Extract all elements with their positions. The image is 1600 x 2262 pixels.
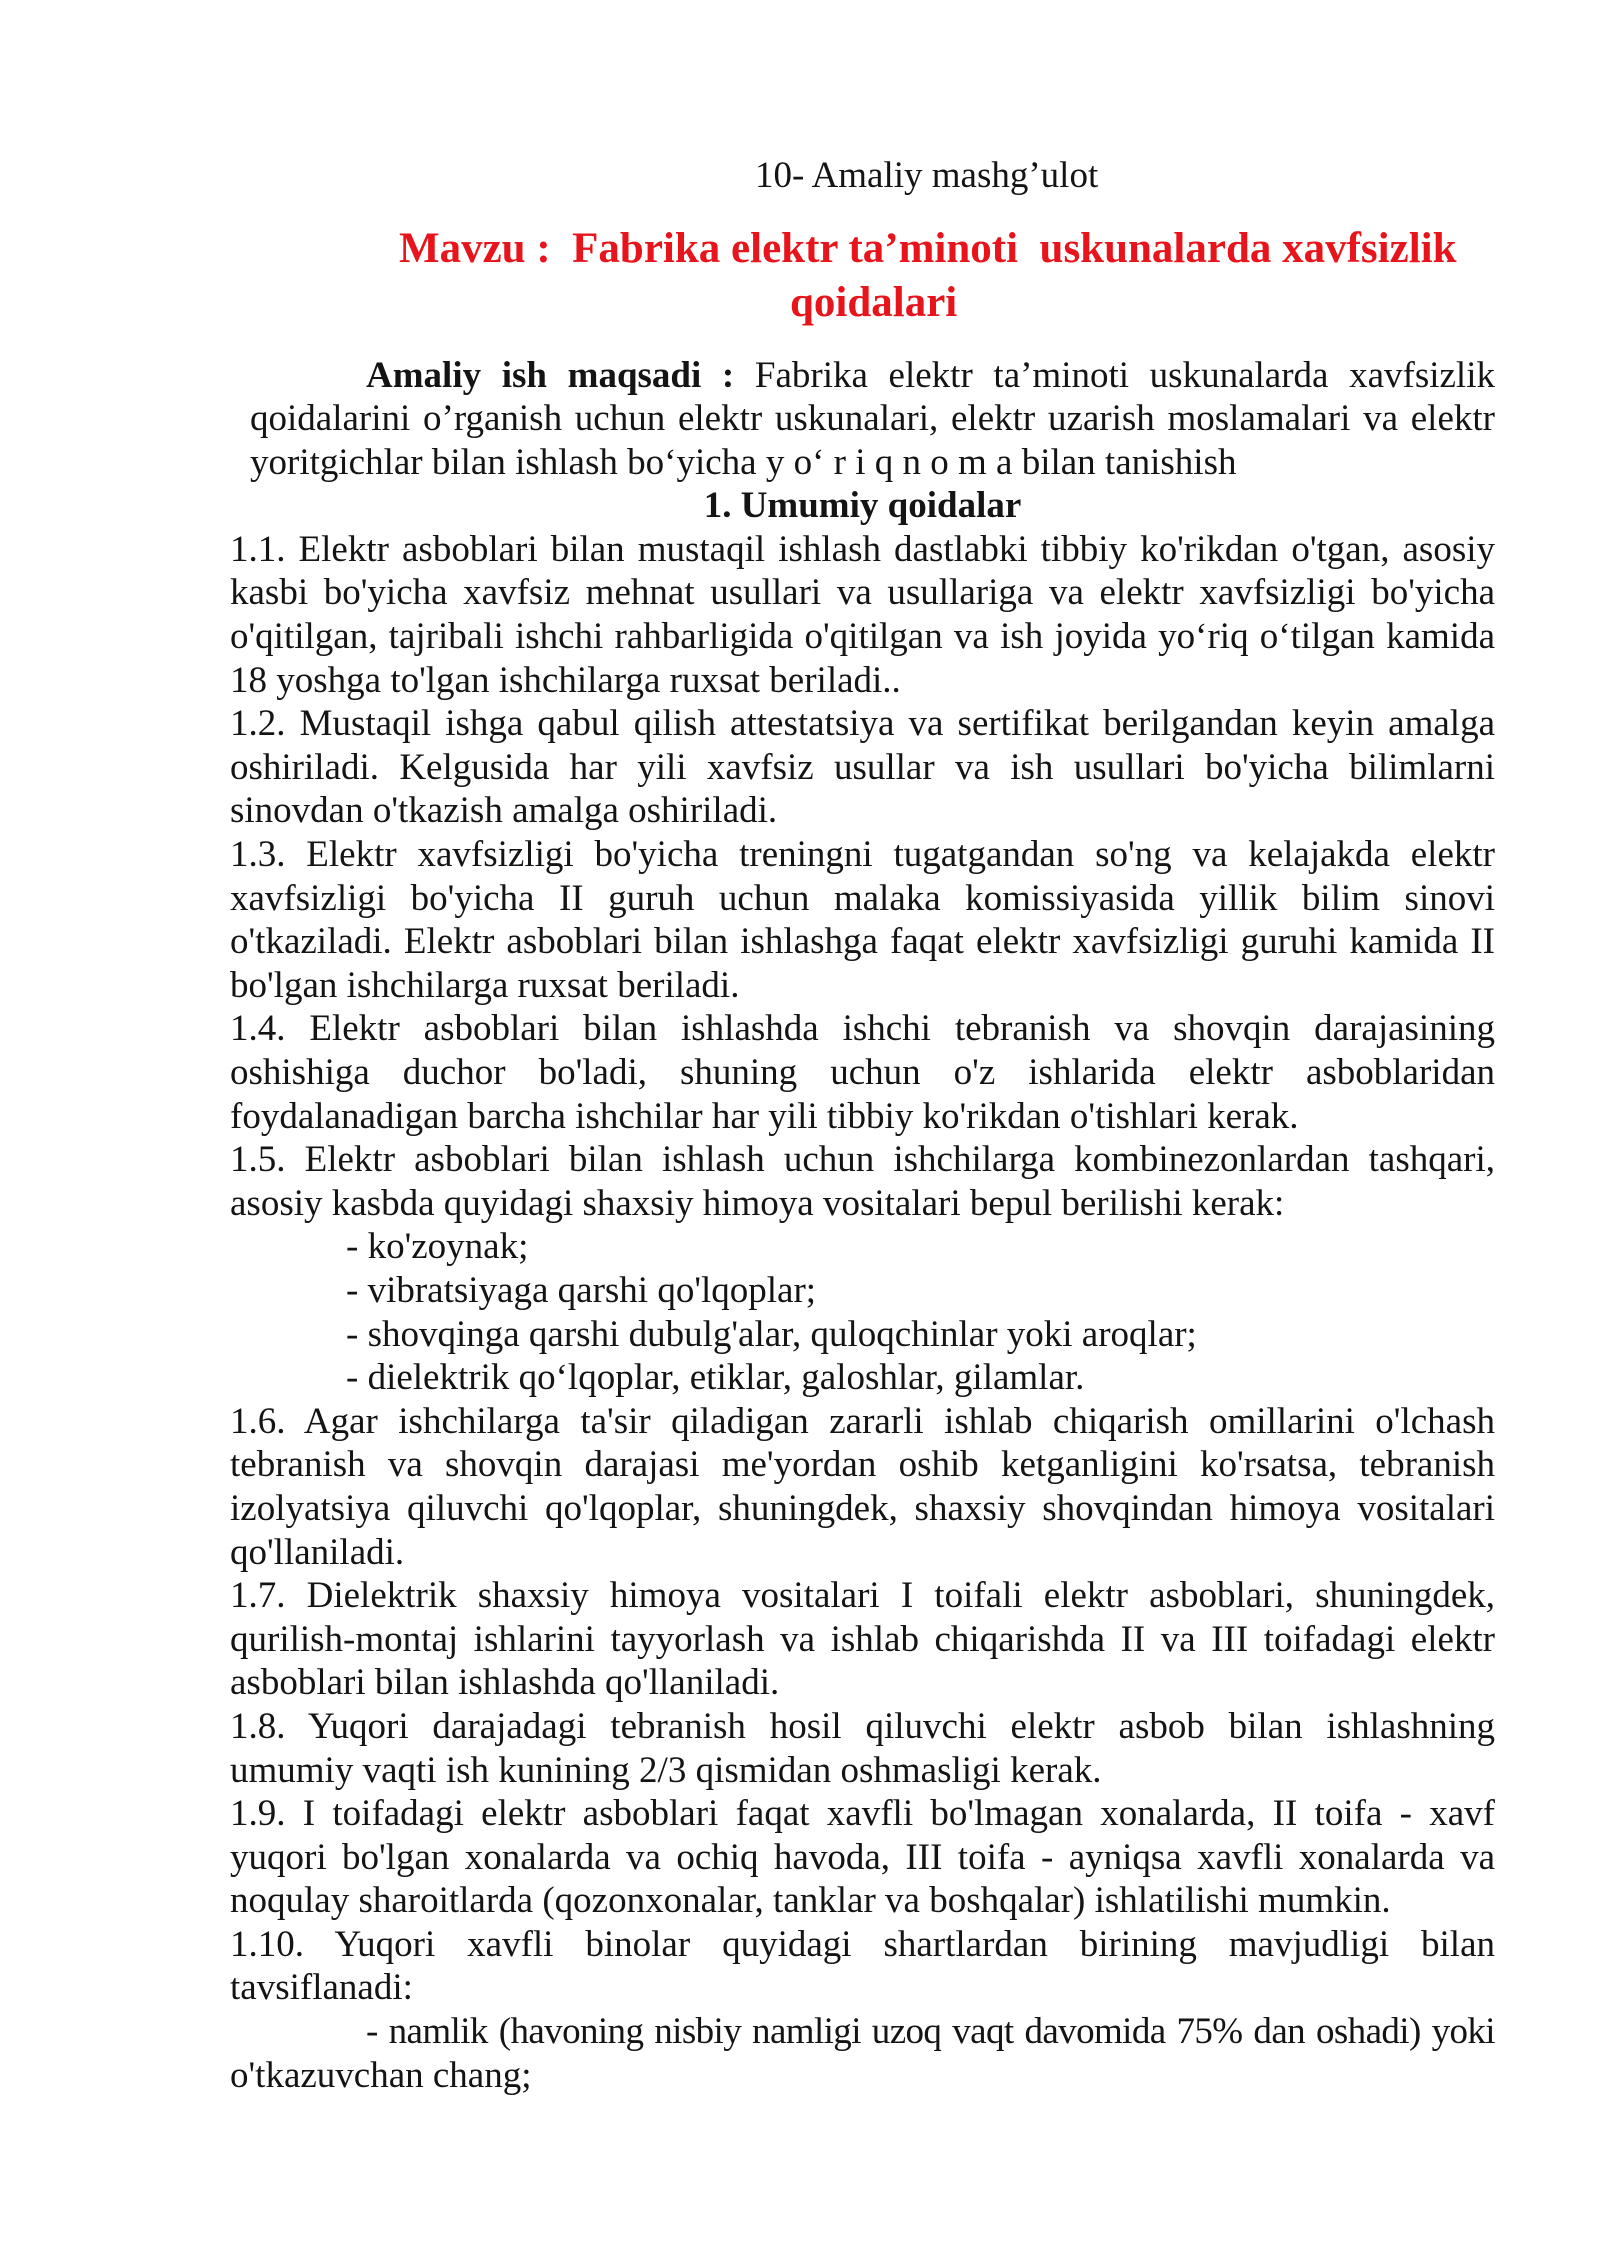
rule-line: qo'llaniladi. <box>230 1531 405 1573</box>
purpose-line: qoidalarini o’rganish uchun elektr uskunalari, elektr uzarish moslamalari va elektr <box>250 398 1495 440</box>
rule-1-10 <box>230 1923 1495 2097</box>
rule-line: umumiy vaqti ish kunining 2/3 qismidan oshmasligi kerak. <box>230 1749 1102 1791</box>
sub-item-line: - namlik (havoning nisbiy namligi uzoq vaqt davomida 75% dan oshadi) yoki <box>366 2011 1495 2053</box>
rule-line: foydalanadigan barcha ishchilar har yili tibbiy ko'rikdan o'tishlari kerak. <box>230 1095 1299 1137</box>
rule-line: o'tkaziladi. Elektr asboblari bilan ishlashga faqat elektr xavfsizligi guruhi kamida II <box>230 921 1495 963</box>
rule-line: 1.8. Yuqori darajadagi tebranish hosil qiluvchi elektr asbob bilan ishlashning <box>230 1705 1495 1747</box>
sub-item-line: o'tkazuvchan chang; <box>230 2054 532 2096</box>
list-item: - ko'zoynak; <box>346 1226 529 1268</box>
rule-line: 18 yoshga to'lgan ishchilarga ruxsat beriladi.. <box>230 659 901 701</box>
rule-line: o'qitilgan, tajribali ishchi rahbarligida o'qitilgan va ish joyida yo‘riq o‘tilgan kamida <box>230 616 1495 658</box>
purpose-line: yoritgichlar bilan ishlash bo‘yicha y o‘ r i q n o m a bilan tanishish <box>250 441 1237 483</box>
rule-line: oshishiga duchor bo'ladi, shuning uchun o'z ishlarida elektr asboblaridan <box>230 1052 1495 1093</box>
rule-1-8 <box>230 1705 1495 1792</box>
rule-1-1 <box>230 528 1495 702</box>
rule-line: yuqori bo'lgan xonalarda va ochiq havoda, III toifa - ayniqsa xavfli xonalarda va <box>230 1836 1495 1878</box>
rule-line: 1.1. Elektr asboblari bilan mustaqil ishlash dastlabki tibbiy ko'rikdan o'tgan, asosiy <box>230 528 1495 570</box>
rule-line: 1.10. Yuqori xavfli binolar quyidagi shartlardan birining mavjudligi bilan <box>230 1923 1495 1965</box>
list-item: - dielektrik qo‘lqoplar, etiklar, galoshlar, gilamlar. <box>346 1357 1085 1399</box>
rule-line: 1.5. Elektr asboblari bilan ishlash uchun ishchilarga kombinezonlardan tashqari, <box>230 1139 1495 1181</box>
topic-title <box>0 222 1600 330</box>
rule-1-5 <box>230 1138 1495 1400</box>
rule-line: oshiriladi. Kelgusida har yili xavfsiz usullar va ish usullari bo'yicha bilimlarni <box>230 746 1495 788</box>
rule-1-3 <box>230 833 1495 1007</box>
rule-line: kasbi bo'yicha xavfsiz mehnat usullari va usullariga va elektr xavfsizligi bo'yicha <box>230 572 1495 614</box>
list-item: - vibratsiyaga qarshi qo'lqoplar; <box>346 1269 817 1311</box>
rule-line: tebranish va shovqin darajasi me'yordan oshib ketganligini ko'rsatsa, tebranish <box>230 1444 1495 1486</box>
section-heading: 1. Umumiy qoidalar <box>703 485 1022 527</box>
rule-line: 1.7. Dielektrik shaxsiy himoya vositalari I toifali elektr asboblari, shuningdek, <box>230 1575 1495 1617</box>
purpose-text: Fabrika elektr ta’minoti uskunalarda xavfsizlik <box>754 354 1495 396</box>
rule-line: xavfsizligi bo'yicha II guruh uchun malaka komissiyasida yillik bilim sinovi <box>230 877 1495 919</box>
purpose-label: Amaliy ish maqsadi : <box>366 354 735 396</box>
list-item: - shovqinga qarshi dubulg'alar, quloqchinlar yoki aroqlar; <box>346 1313 1197 1355</box>
rule-1-2 <box>230 702 1495 833</box>
rule-line: qurilish-montaj ishlarini tayyorlash va ishlab chiqarishda II va III toifadagi elektr <box>230 1618 1495 1660</box>
rule-line: asosiy kasbda quyidagi shaxsiy himoya vositalari bepul berilishi kerak: <box>230 1182 1285 1224</box>
rule-line: tavsiflanadi: <box>230 1967 413 2009</box>
topic-title-line: Mavzu : Fabrika elektr ta’minoti uskunalarda xavfsizlik <box>399 225 1457 272</box>
rule-line: 1.2. Mustaqil ishga qabul qilish attestatsiya va sertifikat berilgandan keyin amalga <box>230 703 1495 745</box>
rule-line: 1.6. Agar ishchilarga ta'sir qiladigan zararli ishlab chiqarish omillarini o'lchash <box>230 1400 1495 1442</box>
rule-1-7 <box>230 1574 1495 1705</box>
rule-1-6 <box>230 1400 1495 1574</box>
rule-line: 1.4. Elektr asboblari bilan ishlashda ishchi tebranish va shovqin darajasining <box>230 1008 1495 1050</box>
rule-line: 1.9. I toifadagi elektr asboblari faqat xavfli bo'lmagan xonalarda, II toifa - xavf <box>230 1793 1495 1835</box>
topic-title-line: qoidalari <box>790 279 958 326</box>
rule-line: asboblari bilan ishlashda qo'llaniladi. <box>230 1662 780 1704</box>
rule-1-4 <box>230 1007 1495 1138</box>
rule-line: 1.3. Elektr xavfsizligi bo'yicha treningni tugatgandan so'ng va kelajakda elektr <box>230 834 1495 876</box>
document-body <box>230 354 1495 2098</box>
rule-1-9 <box>230 1792 1495 1923</box>
rule-line: izolyatsiya qiluvchi qo'lqoplar, shuningdek, shaxsiy shovqindan himoya vositalari <box>230 1487 1495 1529</box>
rule-line: sinovdan o'tkazish amalga oshiriladi. <box>230 790 778 832</box>
lesson-title: 10- Amaliy mashg’ulot <box>755 155 1099 196</box>
purpose-paragraph <box>230 354 1495 485</box>
rule-line: noqulay sharoitlarda (qozonxonalar, tanklar va boshqalar) ishlatilishi mumkin. <box>230 1880 1391 1922</box>
purpose-line <box>230 354 1495 398</box>
rule-line: bo'lgan ishchilarga ruxsat beriladi. <box>230 964 740 1006</box>
